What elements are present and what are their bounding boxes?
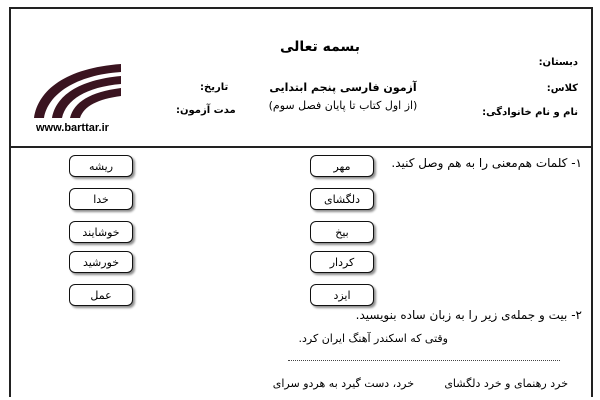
left-word-box[interactable]: خورشید	[69, 251, 133, 273]
sentence-to-rewrite: وقتی که اسکندر آهنگ ایران کرد.	[298, 332, 448, 345]
right-word-box[interactable]: کردار	[310, 251, 374, 273]
verse-part-2: خرد، دست گیرد به هردو سرای	[272, 377, 414, 390]
exam-title: آزمون فارسی پنجم ابتدایی	[269, 81, 417, 94]
page-title: بسمه تعالی	[279, 39, 361, 55]
header-divider	[9, 146, 593, 148]
left-word-box[interactable]: ریشه	[69, 155, 133, 177]
question-1-text: ۱- کلمات هم‌معنی را به هم وصل کنید.	[391, 156, 582, 170]
right-word-box[interactable]: مهر	[310, 155, 374, 177]
right-word-box[interactable]: دلگشای	[310, 188, 374, 210]
left-word-box[interactable]: خدا	[69, 188, 133, 210]
date-label: تاریخ:	[200, 82, 229, 93]
left-word-box[interactable]: خوشایند	[69, 221, 133, 243]
website-url: www.barttar.ir	[36, 122, 109, 134]
right-word-box[interactable]: ایزد	[310, 284, 374, 306]
exam-subtitle: (از اول کتاب تا پایان فصل سوم)	[268, 99, 418, 112]
answer-line[interactable]	[288, 360, 560, 361]
verse-part-1: خرد رهنمای و خرد دلگشای	[444, 377, 568, 390]
barttar-logo-icon	[26, 60, 126, 120]
left-word-box[interactable]: عمل	[69, 284, 133, 306]
question-2-text: ۲- بیت و جمله‌ی زیر را به زبان ساده بنویسید.	[355, 308, 582, 322]
duration-label: مدت آزمون:	[176, 105, 236, 116]
school-label: دبستان:	[538, 57, 578, 68]
right-word-box[interactable]: بیخ	[310, 221, 374, 243]
student-name-label: نام و نام خانوادگی:	[482, 107, 578, 118]
right-border	[591, 7, 593, 397]
class-label: کلاس:	[546, 83, 578, 94]
